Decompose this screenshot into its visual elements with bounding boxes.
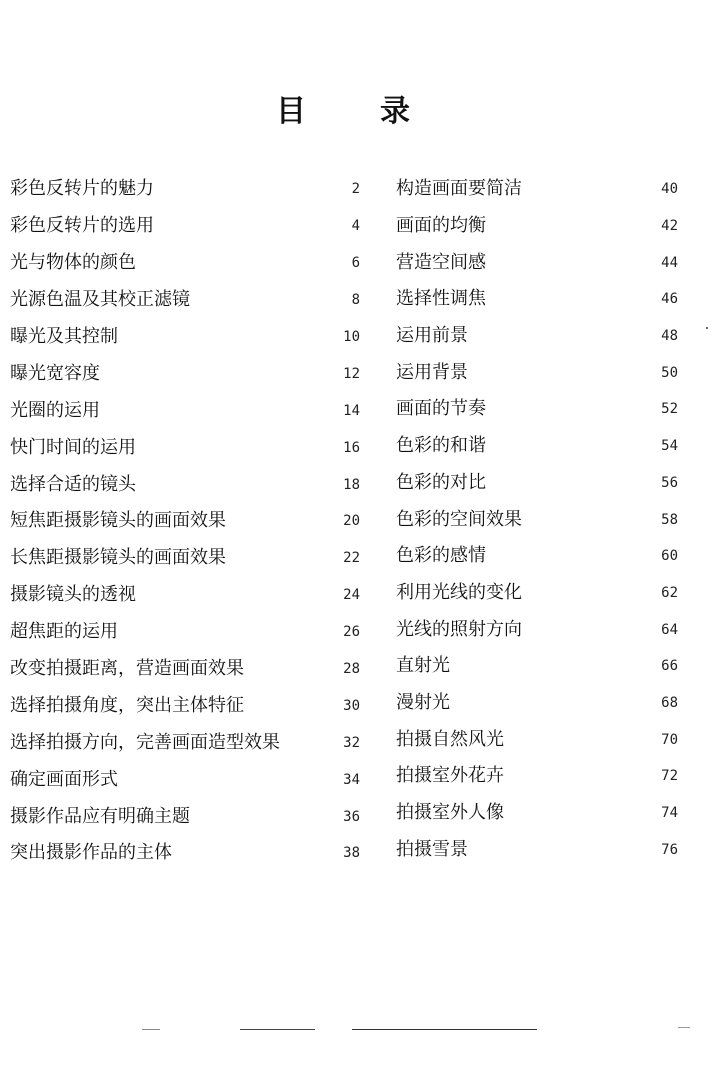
toc-entry [396,318,678,355]
toc-entry-page-number: 72 [661,768,678,785]
toc-entry-page-number: 36 [343,808,360,825]
toc-entry [396,575,678,612]
toc-entry [396,685,678,722]
toc-entry-title: 确定画面形式 [10,768,118,790]
toc-entry-title: 光圈的运用 [10,399,100,421]
toc-entry-title: 摄影作品应有明确主题 [10,805,190,827]
toc-entry [396,391,678,428]
toc-entry-page-number: 38 [343,845,360,862]
toc-entry-page-number: 18 [343,476,360,493]
toc-entry-page-number: 8 [351,292,360,309]
toc-entry [396,354,678,391]
title-char-mu: 目 [276,94,306,129]
toc-left-column [10,171,360,872]
toc-entry-title: 画面的均衡 [396,215,486,237]
scan-speck [706,327,708,329]
toc-entry-page-number: 76 [661,841,678,858]
toc-entry [10,724,360,761]
toc-entry-page-number: 58 [661,511,678,528]
toc-entry-page-number: 14 [343,402,360,419]
toc-entry-title: 构造画面要简洁 [396,178,522,200]
toc-right-column [396,171,678,868]
toc-entry [396,281,678,318]
toc-entry-title: 色彩的对比 [396,471,486,493]
toc-entry-page-number: 42 [661,218,678,235]
toc-entry-page-number: 56 [661,474,678,491]
toc-entry [10,651,360,688]
toc-entry-page-number: 26 [343,624,360,641]
toc-entry-page-number: 30 [343,697,360,714]
toc-entry-title: 光线的照射方向 [396,618,522,640]
toc-entry-title: 光源色温及其校正滤镜 [10,289,190,311]
footer-rule [678,1027,690,1028]
toc-entry-page-number: 54 [661,438,678,455]
toc-entry-page-number: 2 [351,181,360,198]
toc-entry-title: 长焦距摄影镜头的画面效果 [10,547,226,569]
toc-entry [396,208,678,245]
toc-entry [10,171,360,208]
toc-entry-page-number: 44 [661,254,678,271]
toc-entry [10,687,360,724]
toc-entry-page-number: 60 [661,548,678,565]
toc-entry-page-number: 48 [661,328,678,345]
toc-entry-page-number: 74 [661,805,678,822]
toc-entry-title: 拍摄室外花卉 [396,765,504,787]
toc-entry [10,614,360,651]
toc-entry-title: 改变拍摄距离，营造画面效果 [10,658,244,680]
toc-entry-title: 色彩的和谐 [396,435,486,457]
toc-entry [396,171,678,208]
toc-entry-page-number: 64 [661,621,678,638]
toc-entry-title: 选择拍摄角度，突出主体特征 [10,694,244,716]
toc-entry-title: 漫射光 [396,691,450,713]
toc-entry-page-number: 46 [661,291,678,308]
toc-entry-page-number: 20 [343,513,360,530]
toc-entry [396,428,678,465]
toc-entry-page-number: 34 [343,771,360,788]
toc-entry-page-number: 66 [661,658,678,675]
toc-entry-title: 摄影镜头的透视 [10,584,136,606]
toc-entry-title: 选择性调焦 [396,288,486,310]
footer-rule [142,1029,160,1030]
page-title [0,92,713,132]
toc-entry-title: 拍摄雪景 [396,838,468,860]
toc-entry-title: 直射光 [396,655,450,677]
toc-entry-page-number: 16 [343,439,360,456]
toc-entry-title: 选择拍摄方向，完善画面造型效果 [10,731,280,753]
toc-entry [396,501,678,538]
toc-entry-page-number: 62 [661,584,678,601]
toc-entry-title: 运用背景 [396,361,468,383]
toc-entry [10,761,360,798]
toc-entry-page-number: 4 [351,218,360,235]
toc-entry-page-number: 68 [661,694,678,711]
toc-entry-title: 利用光线的变化 [396,581,522,603]
toc-entry-page-number: 28 [343,661,360,678]
toc-entry-page-number: 70 [661,731,678,748]
toc-entry [396,648,678,685]
toc-entry-page-number: 40 [661,181,678,198]
toc-entry [396,244,678,281]
toc-entry-title: 营造空间感 [396,251,486,273]
toc-entry-title: 快门时间的运用 [10,436,136,458]
toc-entry [396,538,678,575]
title-char-lu: 录 [380,94,410,129]
toc-entry [396,611,678,648]
toc-entry-title: 色彩的空间效果 [396,508,522,530]
toc-entry-title: 彩色反转片的魅力 [10,178,154,200]
toc-entry-page-number: 22 [343,550,360,567]
toc-entry [10,798,360,835]
toc-entry [10,540,360,577]
toc-entry [10,355,360,392]
toc-entry [10,429,360,466]
toc-entry-title: 色彩的感情 [396,545,486,567]
toc-entry-title: 曝光及其控制 [10,326,118,347]
toc-entry-title: 选择合适的镜头 [10,473,136,495]
toc-entry-title: 拍摄自然风光 [396,728,504,750]
toc-entry [396,465,678,502]
toc-entry [396,831,678,868]
toc-entry [396,721,678,758]
toc-entry [396,758,678,795]
footer-rule [240,1029,315,1030]
toc-entry [10,466,360,503]
toc-entry-page-number: 12 [343,365,360,382]
toc-entry-page-number: 32 [343,734,360,751]
toc-entry [10,577,360,614]
toc-entry-title: 画面的节奏 [396,398,486,420]
toc-entry-title: 运用前景 [396,325,468,347]
toc-entry-title: 拍摄室外人像 [396,802,504,824]
toc-entry-title: 突出摄影作品的主体 [10,842,172,864]
toc-entry [10,208,360,245]
toc-entry-page-number: 24 [343,587,360,604]
toc-entry [10,392,360,429]
toc-entry [396,795,678,832]
toc-entry [10,319,360,356]
toc-entry-title: 超焦距的运用 [10,621,118,643]
toc-entry-title: 光与物体的颜色 [10,252,136,274]
toc-entry-page-number: 50 [661,364,678,381]
footer-rule [352,1029,537,1030]
toc-entry [10,503,360,540]
toc-entry [10,835,360,872]
toc-entry-page-number: 52 [661,401,678,418]
toc-entry-title: 短焦距摄影镜头的画面效果 [10,510,226,532]
toc-entry [10,282,360,319]
toc-entry-title: 曝光宽容度 [10,362,100,384]
toc-entry-page-number: 6 [351,255,360,272]
toc-entry-page-number: 10 [343,329,360,345]
toc-entry-title: 彩色反转片的选用 [10,215,154,237]
toc-entry [10,245,360,282]
